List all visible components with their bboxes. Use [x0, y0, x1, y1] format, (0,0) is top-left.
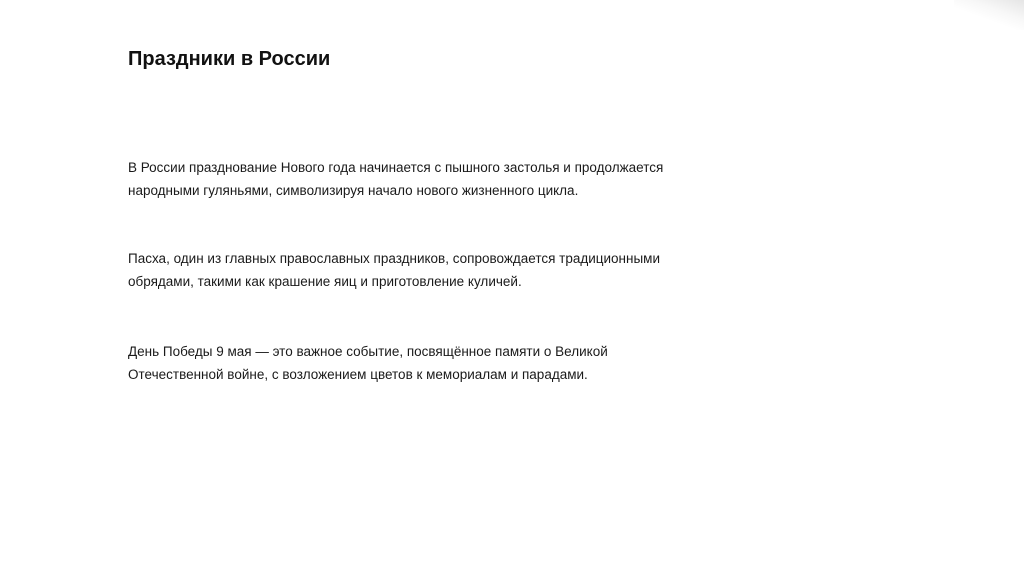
paragraph-line: День Победы 9 мая — это важное событие, посвящённое памяти о Великой: [128, 344, 608, 359]
corner-shadow-decoration: [954, 0, 1024, 30]
paragraph-line: обрядами, такими как крашение яиц и приготовление куличей.: [128, 274, 522, 289]
paragraph-line: В России празднование Нового года начинается с пышного застолья и продолжается: [128, 160, 664, 175]
slide-title: Праздники в России: [128, 48, 331, 70]
paragraph-victory-day: [128, 340, 688, 386]
paragraph-line: народными гуляньями, символизируя начало нового жизненного цикла.: [128, 183, 579, 198]
paragraph-easter: [128, 247, 688, 293]
paragraph-line: Пасха, один из главных православных праздников, сопровождается традиционными: [128, 251, 660, 266]
paragraph-line: Отечественной войне, с возложением цветов к мемориалам и парадами.: [128, 367, 588, 382]
paragraph-new-year: [128, 156, 688, 202]
